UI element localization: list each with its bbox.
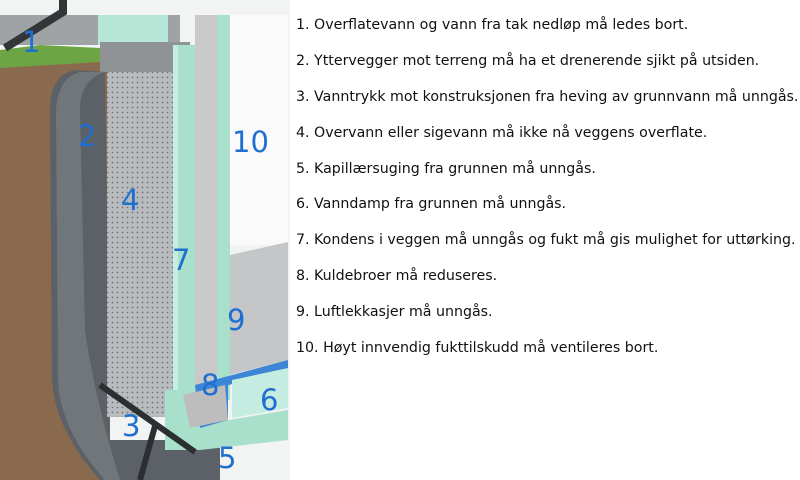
upper-insulation-block	[98, 15, 168, 45]
label-6: 6	[260, 383, 279, 417]
label-10: 10	[232, 125, 269, 159]
exterior-insulation-edge	[173, 45, 178, 400]
interior-insulation	[217, 15, 230, 400]
list-item: 3. Vanntrykk mot konstruksjonen fra heving av grunnvann må unngås.	[296, 88, 799, 105]
list-item: 2. Yttervegger mot terreng må ha et drenerende sjikt på utsiden.	[296, 52, 760, 69]
list-item: 1. Overflatevann og vann fra tak nedløp må ledes bort.	[296, 17, 689, 33]
list-item: 8. Kuldebroer må reduseres.	[296, 268, 498, 285]
label-8: 8	[201, 368, 220, 402]
label-4: 4	[121, 183, 140, 217]
label-7: 7	[172, 243, 191, 277]
perforated-drainage-panel	[107, 72, 175, 417]
list-item: 4. Overvann eller sigevann må ikke nå veggens overflate.	[296, 124, 708, 141]
concrete-wall	[195, 15, 220, 400]
list-item: 10. Høyt innvendig fukttilskudd må ventileres bort.	[296, 340, 659, 357]
label-3: 3	[122, 409, 141, 443]
label-5: 5	[218, 441, 237, 475]
label-2: 2	[78, 119, 97, 153]
list-item: 9. Luftlekkasjer må unngås.	[296, 304, 493, 321]
moisture-requirements-list	[296, 14, 798, 373]
list-item: 7. Kondens i veggen må unngås og fukt må gis mulighet for uttørking.	[296, 232, 796, 249]
foundation-cross-section-illustration	[0, 0, 290, 480]
list-item: 6. Vanndamp fra grunnen må unngås.	[296, 196, 567, 213]
label-9: 9	[227, 303, 246, 337]
label-1: 1	[22, 25, 41, 59]
list-item: 5. Kapillærsuging fra grunnen må unngås.	[296, 160, 596, 177]
